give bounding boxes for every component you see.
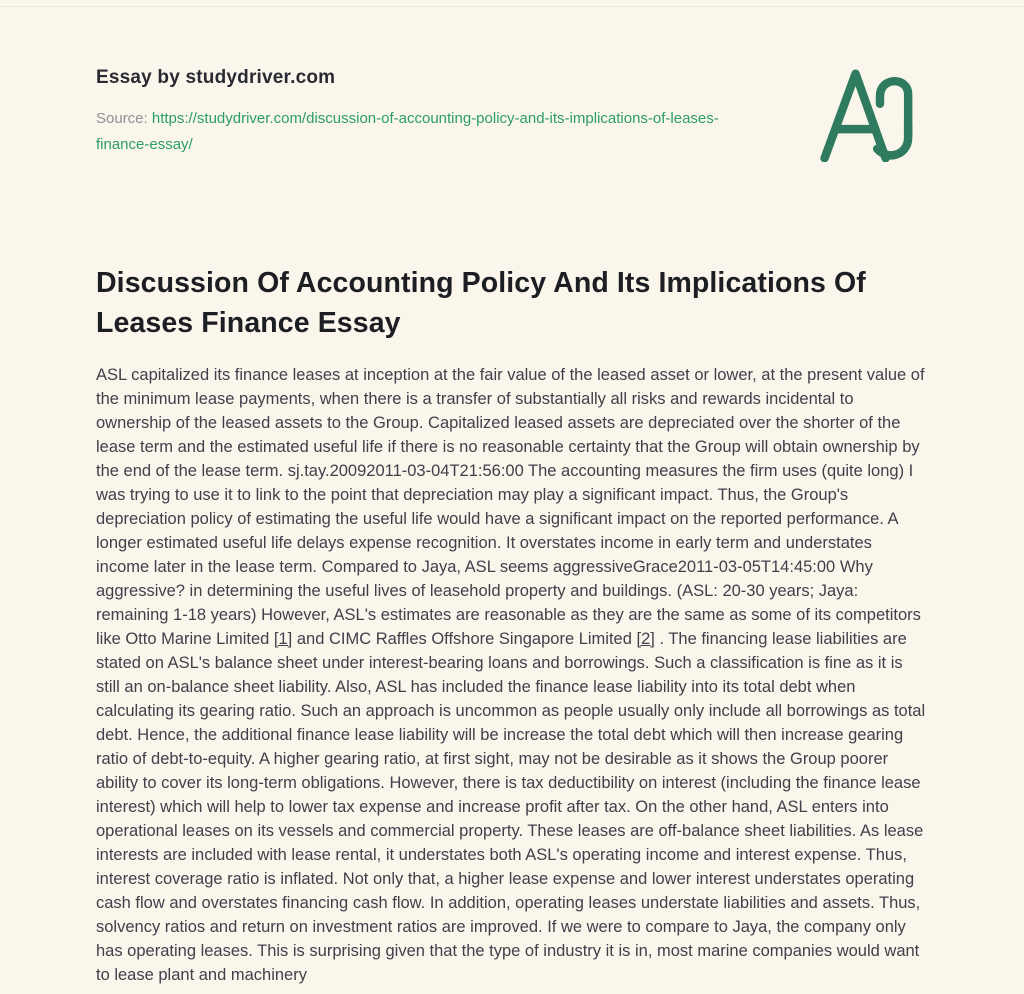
- footnote-link-2[interactable]: [2]: [636, 630, 655, 648]
- body-text-segment-3: . The financing lease liabilities are stated on ASL's balance sheet under interest-bearing loans and borrowings. Such a classification is fine as it is still an on-balance sheet liability. Also, ASL has included the finance lease liability into its total debt when calculating its gearing ratio. Such an approach is uncommon as people usually only include all borrowings as total debt. Hence, the additional finance lease liability will be increase the total debt which will then increase gearing ratio of debt-to-equity. A higher gearing ratio, at first sight, may not be desirable as it shows the Group poorer ability to cover its long-term obligations. However, there is tax deductibility on interest (including the finance lease interest) which will help to lower tax expense and increase profit after tax. On the other hand, ASL enters into operational leases on its vessels and commercial property. These leases are off-balance sheet liabilities. As lease interests are included with lease rental, it understates both ASL's operating income and interest expense. Thus, interest coverage ratio is inflated. Not only that, a higher lease expense and lower interest understates operating cash flow and overstates financing cash flow. In addition, operating leases understate liabilities and assets. Thus, solvency ratios and return on investment ratios are improved. If we were to compare to Jaya, the company only has operating leases. This is surprising given that the type of industry it is in, most marine companies would want to lease plant and machinery: [96, 630, 926, 984]
- source-link[interactable]: https://studydriver.com/discussion-of-accounting-policy-and-its-implications-of-leases-finance-essay/: [96, 110, 719, 153]
- footnote-link-1[interactable]: [1]: [273, 630, 293, 648]
- top-divider: [0, 6, 1024, 7]
- source-line: [96, 106, 756, 158]
- header-text-block: [96, 66, 756, 158]
- article-body: [96, 363, 928, 987]
- body-text-segment-1: ASL capitalized its finance leases at inception at the fair value of the leased asset or lower, at the present value of the minimum lease payments, when there is a transfer of substantially all risks and rewards incidental to ownership of the leased assets to the Group. Capitalized leased assets are depreciated over the shorter of the lease term and the estimated useful life if there is no reasonable certainty that the Group will obtain ownership by the end of the lease term. sj.tay.20092011-03-04T21:56:00 The accounting measures the firm uses (quite long) I was trying to use it to link to the point that depreciation may play a significant impact. Thus, the Group's depreciation policy of estimating the useful life would have a significant impact on the reported performance. A longer estimated useful life delays expense recognition. It overstates income in early term and understates income later in the lease term. Compared to Jaya, ASL seems aggressiveGrace2011-03-05T14:45:00 Why aggressive? in determining the useful lives of leasehold property and buildings. (ASL: 20-30 years; Jaya: remaining 1-18 years) However, ASL's estimates are reasonable as they are the same as some of its competitors like Otto Marine Limited: [96, 366, 925, 648]
- article-title: Discussion Of Accounting Policy And Its Implications Of Leases Finance Essay: [96, 267, 866, 339]
- studydriver-logo-icon: [818, 68, 926, 167]
- page-header: [96, 66, 928, 167]
- byline: Essay by studydriver.com: [96, 67, 336, 88]
- source-label: Source:: [96, 110, 148, 127]
- body-text-segment-2: and CIMC Raffles Offshore Singapore Limited: [292, 630, 637, 648]
